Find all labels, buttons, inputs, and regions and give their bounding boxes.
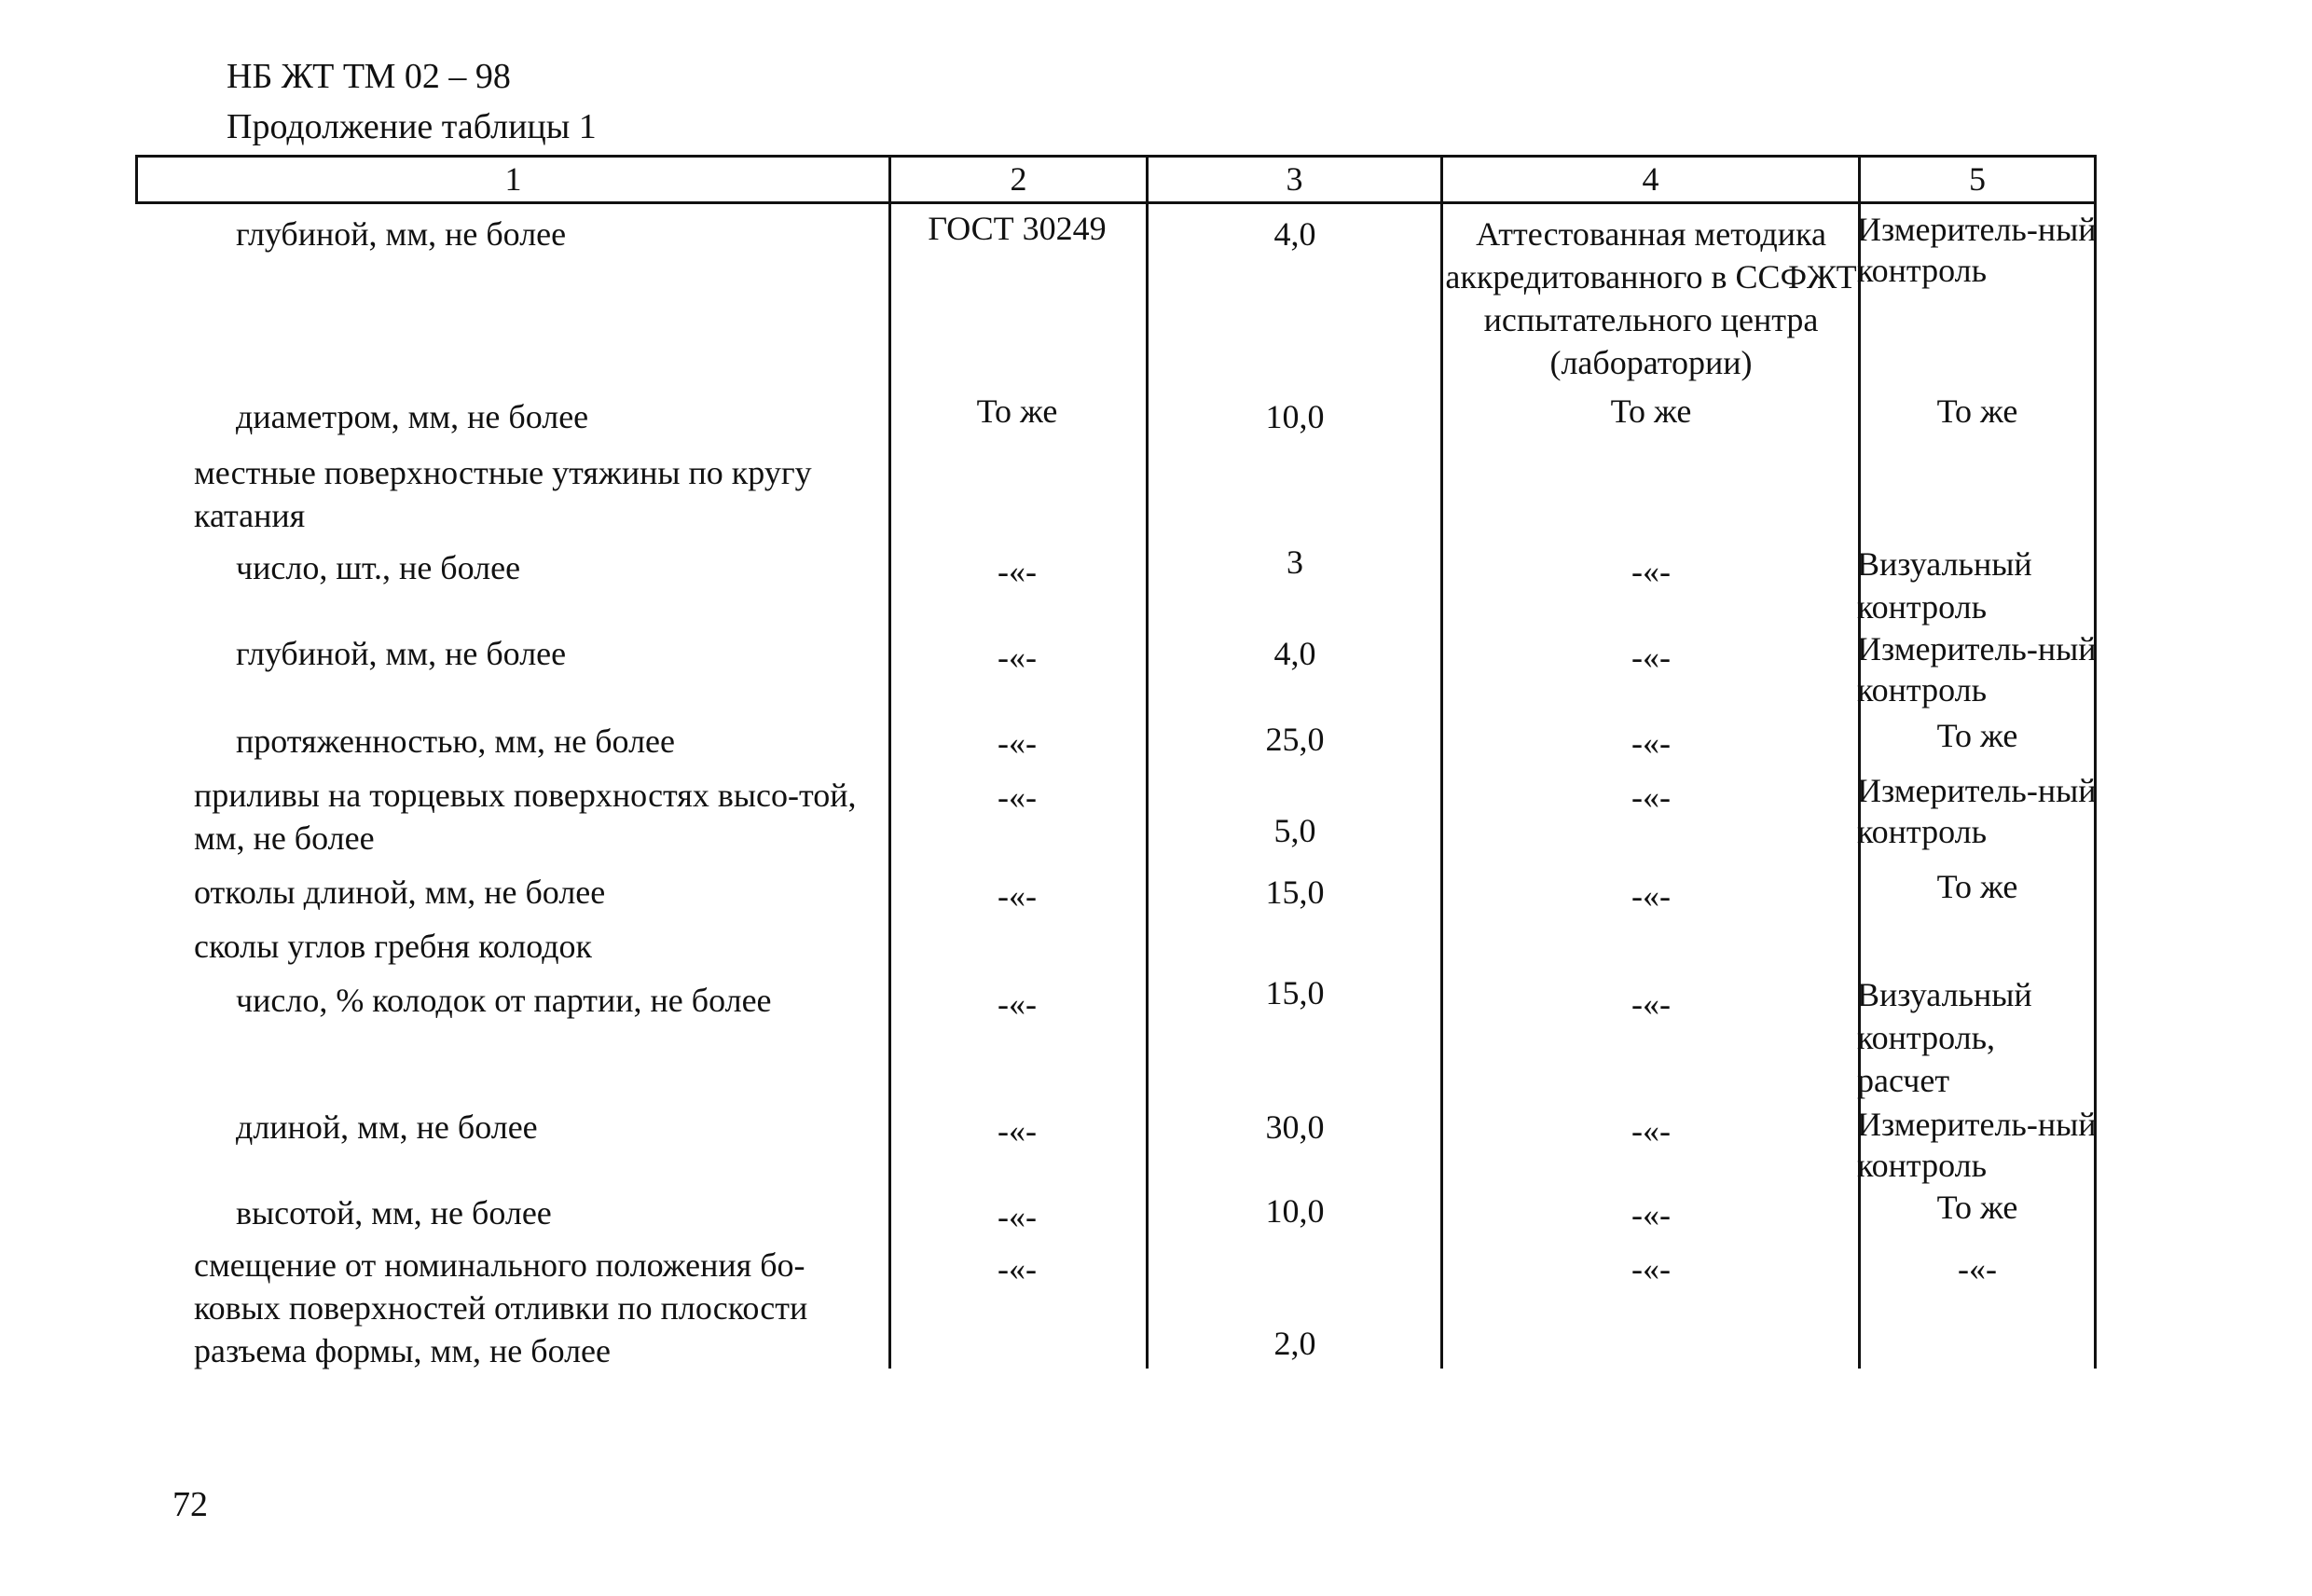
row-5-control: Измеритель-ный контроль [1857,630,2097,709]
row-11-standard: -«- [998,1112,1037,1149]
row-2-value: 10,0 [1265,398,1325,435]
page-number: 72 [172,1485,208,1524]
row-1-method: Аттестованная методика аккредитованного в ССФЖТ испытательного центра (лаборатории) [1445,215,1857,381]
column-header-2: 2 [1010,160,1027,198]
row-6-method: -«- [1631,724,1671,762]
row-13-value: 2,0 [1273,1325,1316,1362]
row-7-control: Измеритель-ный контроль [1857,772,2097,850]
column-header-4: 4 [1642,160,1659,198]
table-top-border [135,155,2097,158]
column-header-3: 3 [1286,160,1303,198]
row-11-parameter: длиной, мм, не более [236,1108,538,1146]
row-4-method: -«- [1631,553,1671,590]
row-12-method: -«- [1631,1196,1671,1233]
row-13-parameter: смещение от номинального положения бо-ковых поверхностей отливки по плоскости разъема формы, мм, не более [194,1246,808,1369]
row-8-control: То же [1936,868,2018,905]
row-8-standard: -«- [998,877,1037,915]
row-5-value: 4,0 [1273,635,1316,672]
row-7-value: 5,0 [1273,812,1316,849]
row-6-parameter: протяженностью, мм, не более [236,722,676,760]
row-4-parameter: число, шт., не более [236,549,521,586]
row-13-control: -«- [1958,1250,1997,1287]
row-1-parameter: глубиной, мм, не более [236,215,567,253]
row-4-value: 3 [1287,543,1303,581]
row-13-standard: -«- [998,1250,1037,1287]
row-6-standard: -«- [998,724,1037,762]
header-bottom-border [135,201,2097,204]
row-2-method: То же [1610,392,1692,430]
row-8-method: -«- [1631,877,1671,915]
row-10-method: -«- [1631,985,1671,1023]
row-6-value: 25,0 [1265,721,1325,758]
row-13-method: -«- [1631,1250,1671,1287]
row-2-control: То же [1936,392,2018,430]
row-10-value: 15,0 [1265,974,1325,1011]
row-5-parameter: глубиной, мм, не более [236,635,567,672]
row-1-value: 4,0 [1273,215,1316,253]
row-11-value: 30,0 [1265,1108,1325,1146]
row-12-value: 10,0 [1265,1192,1325,1230]
row-10-parameter: число, % колодок от партии, не более [236,982,772,1019]
row-1-control: Измеритель-ный контроль [1857,211,2097,289]
row-12-control: То же [1936,1189,2018,1226]
row-2-parameter: диаметром, мм, не более [236,398,589,435]
row-8-parameter: отколы длиной, мм, не более [194,874,606,911]
row-5-method: -«- [1631,639,1671,676]
table-continuation-caption: Продолжение таблицы 1 [227,107,597,146]
row-4-control: Визуальный контроль [1857,545,2032,626]
row-7-method: -«- [1631,778,1671,816]
column-header-5: 5 [1969,160,1986,198]
row-10-standard: -«- [998,985,1037,1023]
row-12-parameter: высотой, мм, не более [236,1194,552,1231]
row-1-standard: ГОСТ 30249 [928,210,1107,247]
row-5-standard: -«- [998,639,1037,676]
row-10-control: Визуальный контроль, расчет [1857,976,2032,1099]
row-11-control: Измеритель-ный контроль [1857,1106,2097,1184]
row-7-standard: -«- [998,778,1037,816]
row-6-control: То же [1936,717,2018,754]
document-code: НБ ЖТ ТМ 02 – 98 [227,57,511,96]
col-border-2-3 [1146,155,1149,1369]
col-border-right [2094,155,2097,1369]
row-7-parameter: приливы на торцевых поверхностях высо-той, мм, не более [194,777,857,857]
row-4-standard: -«- [998,553,1037,590]
row-11-method: -«- [1631,1112,1671,1149]
row-3-parameter: местные поверхностные утяжины по кругу катания [194,454,812,534]
column-header-1: 1 [504,160,522,198]
row-9-parameter: сколы углов гребня колодок [194,928,593,965]
row-8-value: 15,0 [1265,874,1325,911]
row-12-standard: -«- [998,1198,1037,1235]
row-2-standard: То же [976,392,1058,430]
